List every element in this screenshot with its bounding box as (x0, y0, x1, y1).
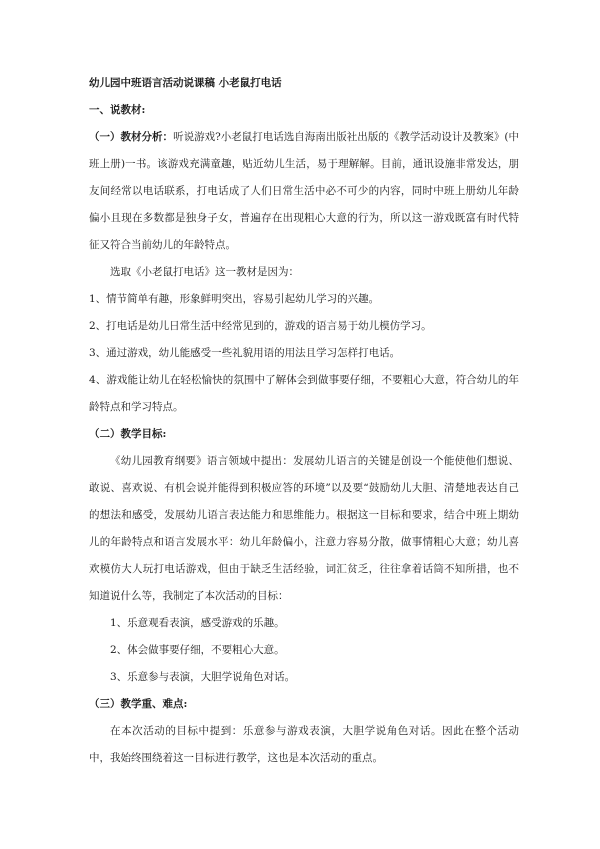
goals-paragraph: 《幼儿园教育纲要》语言领域中提出：发展幼儿语言的关键是创设一个能使他们想说、敢说、喜欢说、有机会说并能得到积极应答的环境”以及要“鼓励幼儿大胆、清楚地表达自己的想法和感受，发展幼儿语言表达能力和思维能力。根据这一目标和要求，结合中班上期幼儿的年龄特点和语言发展水平：幼儿年龄偏小，注意力容易分散，做事情粗心大意；幼儿喜欢模仿大人玩打电话游戏，但由于缺乏生活经验，词汇贫乏，往往拿着话筒不知所措，也不知道说什么等，我制定了本次活动的目标： (89, 455, 519, 602)
material-analysis-paragraph (89, 124, 519, 259)
reason-intro: 选取《小老鼠打电话》这一教材是因为： (110, 266, 299, 278)
document-body (89, 70, 519, 772)
subsection-heading-goals: （二）教学目标: (89, 428, 167, 440)
analysis-text: 听说游戏?小老鼠打电话选自海南出版社出版的《教学活动设计及教案》(中班上册)一书。该游戏充满童趣，贴近幼儿生活，易于理解解。目前，通讯设施非常发达，朋友间经常以电话联系，打电话成了人们日常生活中必不可少的内容，同时中班上册幼儿年龄偏小且现在多数都是独身子女，普遍存在出现粗心大意的行为，所以这一游戏既富有时代特征又符合当前幼儿的年龄特点。 (89, 131, 520, 251)
reason-item: 2、打电话是幼儿日常生活中经常见到的，游戏的语言易于幼儿模仿学习。 (89, 320, 432, 332)
goal-item: 1、乐意观看表演，感受游戏的乐趣。 (110, 617, 285, 629)
reason-item: 4、游戏能让幼儿在轻松愉快的氛围中了解体会到做事要仔细，不要粗心大意，符合幼儿的年龄特点和学习特点。 (89, 374, 519, 413)
reason-item: 1、情节简单有趣，形象鲜明突出，容易引起幼儿学习的兴趣。 (89, 293, 380, 305)
goal-item: 3、乐意参与表演，大胆学说角色对话。 (110, 671, 296, 683)
subsection-heading-analysis: （一）教材分析： (89, 131, 174, 143)
section-heading-materials: 一、说教材: (89, 104, 146, 116)
document-title: 幼儿园中班语言活动说课稿 小老鼠打电话 (89, 77, 282, 89)
subsection-heading-keypoints: （三）教学重、难点: (89, 698, 188, 710)
keypoints-paragraph: 在本次活动的目标中提到：乐意参与游戏表演，大胆学说角色对话。因此在整个活动中，我始终围绕着这一目标进行教学，这也是本次活动的重点。 (89, 725, 519, 764)
reason-item: 3、通过游戏，幼儿能感受一些礼貌用语的用法且学习怎样打电话。 (89, 347, 401, 359)
goal-item: 2、体会做事要仔细，不要粗心大意。 (110, 644, 285, 656)
